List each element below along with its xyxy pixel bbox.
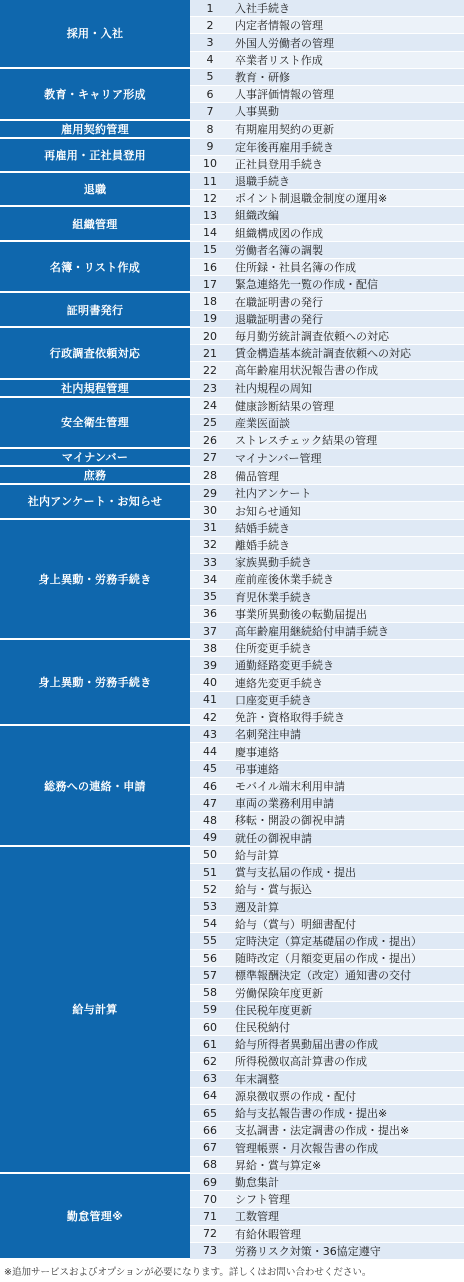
task-number: 56 (190, 950, 230, 967)
task-name: お知らせ通知 (230, 502, 464, 519)
task-number: 21 (190, 345, 230, 362)
task-name: 住所録・社員名簿の作成 (230, 259, 464, 276)
task-name: 通勤経路変更手続き (230, 657, 464, 674)
task-number: 49 (190, 830, 230, 847)
task-name: 高年齢雇用継続給付申請手続き (230, 623, 464, 640)
task-number: 55 (190, 933, 230, 950)
task-name: 工数管理 (230, 1208, 464, 1225)
task-name: 支払調書・法定調書の作成・提出※ (230, 1122, 464, 1139)
task-number: 18 (190, 293, 230, 310)
task-number: 32 (190, 537, 230, 554)
task-number: 11 (190, 173, 230, 190)
task-name: 標準報酬決定（改定）通知書の交付 (230, 967, 464, 984)
category-cell: 行政調査依頼対応 (0, 328, 190, 380)
task-number: 47 (190, 795, 230, 812)
task-number: 51 (190, 864, 230, 881)
task-number: 27 (190, 449, 230, 467)
task-number: 59 (190, 1002, 230, 1019)
task-name: 給与計算 (230, 847, 464, 864)
task-number: 44 (190, 743, 230, 760)
task-name: 昇給・賞与算定※ (230, 1157, 464, 1174)
task-number: 4 (190, 52, 230, 69)
category-cell: 採用・入社 (0, 0, 190, 69)
task-number: 46 (190, 778, 230, 795)
task-name: 定年後再雇用手続き (230, 139, 464, 156)
task-name: マイナンバー管理 (230, 449, 464, 467)
task-name: 備品管理 (230, 467, 464, 485)
task-name: 社内規程の周知 (230, 380, 464, 398)
task-number: 52 (190, 881, 230, 898)
task-number: 26 (190, 432, 230, 449)
task-number: 35 (190, 589, 230, 606)
task-number: 1 (190, 0, 230, 17)
task-number: 17 (190, 276, 230, 293)
task-number: 71 (190, 1208, 230, 1225)
task-number: 2 (190, 17, 230, 34)
task-number: 19 (190, 311, 230, 328)
task-number: 33 (190, 554, 230, 571)
task-name: 給与・賞与振込 (230, 881, 464, 898)
task-number: 65 (190, 1105, 230, 1122)
task-name: 在職証明書の発行 (230, 293, 464, 310)
task-name: 連絡先変更手続き (230, 675, 464, 692)
task-number: 5 (190, 69, 230, 86)
category-cell: 社内規程管理 (0, 380, 190, 398)
task-name: 卒業者リスト作成 (230, 52, 464, 69)
task-name: 教育・研修 (230, 69, 464, 86)
category-cell: 安全衛生管理 (0, 398, 190, 450)
task-name: 産業医面談 (230, 415, 464, 432)
task-name: 事業所異動後の転勤届提出 (230, 606, 464, 623)
task-number: 28 (190, 467, 230, 485)
task-name: 産前産後休業手続き (230, 571, 464, 588)
task-number: 64 (190, 1088, 230, 1105)
task-number: 3 (190, 34, 230, 51)
task-name: 住所変更手続き (230, 640, 464, 657)
task-number: 50 (190, 847, 230, 864)
category-cell: 総務への連絡・申請 (0, 726, 190, 847)
task-number: 38 (190, 640, 230, 657)
task-name: 慶事連絡 (230, 743, 464, 760)
category-cell: 身上異動・労務手続き (0, 640, 190, 726)
task-number: 25 (190, 415, 230, 432)
task-name: 勤怠集計 (230, 1174, 464, 1191)
task-name: 住民税年度更新 (230, 1002, 464, 1019)
task-number: 9 (190, 139, 230, 156)
task-number: 54 (190, 916, 230, 933)
task-name: 高年齢雇用状況報告書の作成 (230, 362, 464, 379)
category-cell: 社内アンケート・お知らせ (0, 485, 190, 519)
task-number: 43 (190, 726, 230, 743)
task-number: 69 (190, 1174, 230, 1191)
task-name: 育児休業手続き (230, 589, 464, 606)
task-number: 24 (190, 398, 230, 415)
task-name: 労働者名簿の調製 (230, 242, 464, 259)
task-number: 36 (190, 606, 230, 623)
task-number: 68 (190, 1157, 230, 1174)
task-number: 31 (190, 520, 230, 537)
task-name: 結婚手続き (230, 520, 464, 537)
task-name: 家族異動手続き (230, 554, 464, 571)
task-number: 48 (190, 812, 230, 829)
task-name: 随時改定（月額変更届の作成・提出） (230, 950, 464, 967)
task-name: 緊急連絡先一覧の作成・配信 (230, 276, 464, 293)
task-name: 労務リスク対策・36協定遵守 (230, 1243, 464, 1260)
task-name: 組織改編 (230, 207, 464, 224)
task-number: 70 (190, 1191, 230, 1208)
task-number: 60 (190, 1019, 230, 1036)
task-number: 45 (190, 761, 230, 778)
task-name: 移転・開設の御祝申請 (230, 812, 464, 829)
task-number: 63 (190, 1071, 230, 1088)
task-name: 組織構成図の作成 (230, 225, 464, 242)
task-number: 40 (190, 675, 230, 692)
task-number: 34 (190, 571, 230, 588)
task-name: 給与（賞与）明細書配付 (230, 916, 464, 933)
category-cell: 勤怠管理※ (0, 1174, 190, 1260)
task-name: 定時決定（算定基礎届の作成・提出） (230, 933, 464, 950)
task-name: ポイント制退職金制度の運用※ (230, 190, 464, 207)
task-number: 37 (190, 623, 230, 640)
task-name: 給与所得者異動届出書の作成 (230, 1036, 464, 1053)
task-name: 健康診断結果の管理 (230, 398, 464, 415)
task-name: 外国人労働者の管理 (230, 34, 464, 51)
category-cell: 身上異動・労務手続き (0, 520, 190, 641)
task-name: 離婚手続き (230, 537, 464, 554)
task-name: 遡及計算 (230, 898, 464, 915)
task-number: 42 (190, 709, 230, 726)
category-cell: 組織管理 (0, 207, 190, 241)
task-number: 57 (190, 967, 230, 984)
category-cell: マイナンバー (0, 449, 190, 467)
task-number: 41 (190, 692, 230, 709)
task-name: シフト管理 (230, 1191, 464, 1208)
category-cell: 雇用契約管理 (0, 121, 190, 139)
task-name: 給与支払報告書の作成・提出※ (230, 1105, 464, 1122)
task-number: 30 (190, 502, 230, 519)
category-cell: 給与計算 (0, 847, 190, 1174)
task-number: 58 (190, 985, 230, 1002)
task-name: 社内アンケート (230, 485, 464, 502)
task-name: 弔事連絡 (230, 761, 464, 778)
task-number: 8 (190, 121, 230, 139)
task-number: 6 (190, 86, 230, 103)
task-number: 23 (190, 380, 230, 398)
task-name: ストレスチェック結果の管理 (230, 432, 464, 449)
task-name: 毎月勤労統計調査依頼への対応 (230, 328, 464, 345)
task-number: 13 (190, 207, 230, 224)
task-name: 入社手続き (230, 0, 464, 17)
task-number: 53 (190, 898, 230, 915)
task-name: 免許・資格取得手続き (230, 709, 464, 726)
task-name: 人事評価情報の管理 (230, 86, 464, 103)
task-name: 退職証明書の発行 (230, 311, 464, 328)
task-number: 20 (190, 328, 230, 345)
task-name: 有期雇用契約の更新 (230, 121, 464, 139)
task-number: 73 (190, 1243, 230, 1260)
task-number: 72 (190, 1226, 230, 1243)
task-name: 就任の御祝申請 (230, 830, 464, 847)
category-cell: 名簿・リスト作成 (0, 242, 190, 294)
task-name: 管理帳票・月次報告書の作成 (230, 1139, 464, 1156)
task-name: 退職手続き (230, 173, 464, 190)
task-name: 年末調整 (230, 1071, 464, 1088)
task-number: 15 (190, 242, 230, 259)
category-cell: 退職 (0, 173, 190, 207)
task-number: 22 (190, 362, 230, 379)
task-number: 61 (190, 1036, 230, 1053)
task-name: 住民税納付 (230, 1019, 464, 1036)
task-name: 口座変更手続き (230, 692, 464, 709)
category-cell: 証明書発行 (0, 293, 190, 327)
task-number: 29 (190, 485, 230, 502)
footnote: ※追加サービスおよびオプションが必要になります。詳しくはお問い合わせください。 (4, 1267, 372, 1278)
task-number: 10 (190, 156, 230, 173)
task-name: 正社員登用手続き (230, 156, 464, 173)
task-name: 賞与支払届の作成・提出 (230, 864, 464, 881)
task-number: 66 (190, 1122, 230, 1139)
task-number: 12 (190, 190, 230, 207)
task-name: 内定者情報の管理 (230, 17, 464, 34)
task-name: 名刺発注申請 (230, 726, 464, 743)
task-number: 7 (190, 103, 230, 120)
task-number: 67 (190, 1139, 230, 1156)
task-name: 有給休暇管理 (230, 1226, 464, 1243)
task-name: 車両の業務利用申請 (230, 795, 464, 812)
task-name: モバイル端末利用申請 (230, 778, 464, 795)
category-cell: 教育・キャリア形成 (0, 69, 190, 121)
task-name: 所得税徴収高計算書の作成 (230, 1053, 464, 1070)
task-number: 16 (190, 259, 230, 276)
category-cell: 庶務 (0, 467, 190, 485)
task-number: 62 (190, 1053, 230, 1070)
task-number: 39 (190, 657, 230, 674)
task-name: 人事異動 (230, 103, 464, 120)
category-cell: 再雇用・正社員登用 (0, 139, 190, 173)
task-name: 労働保険年度更新 (230, 985, 464, 1002)
task-name: 源泉徴収票の作成・配付 (230, 1088, 464, 1105)
task-name: 賃金構造基本統計調査依頼への対応 (230, 345, 464, 362)
task-number: 14 (190, 225, 230, 242)
